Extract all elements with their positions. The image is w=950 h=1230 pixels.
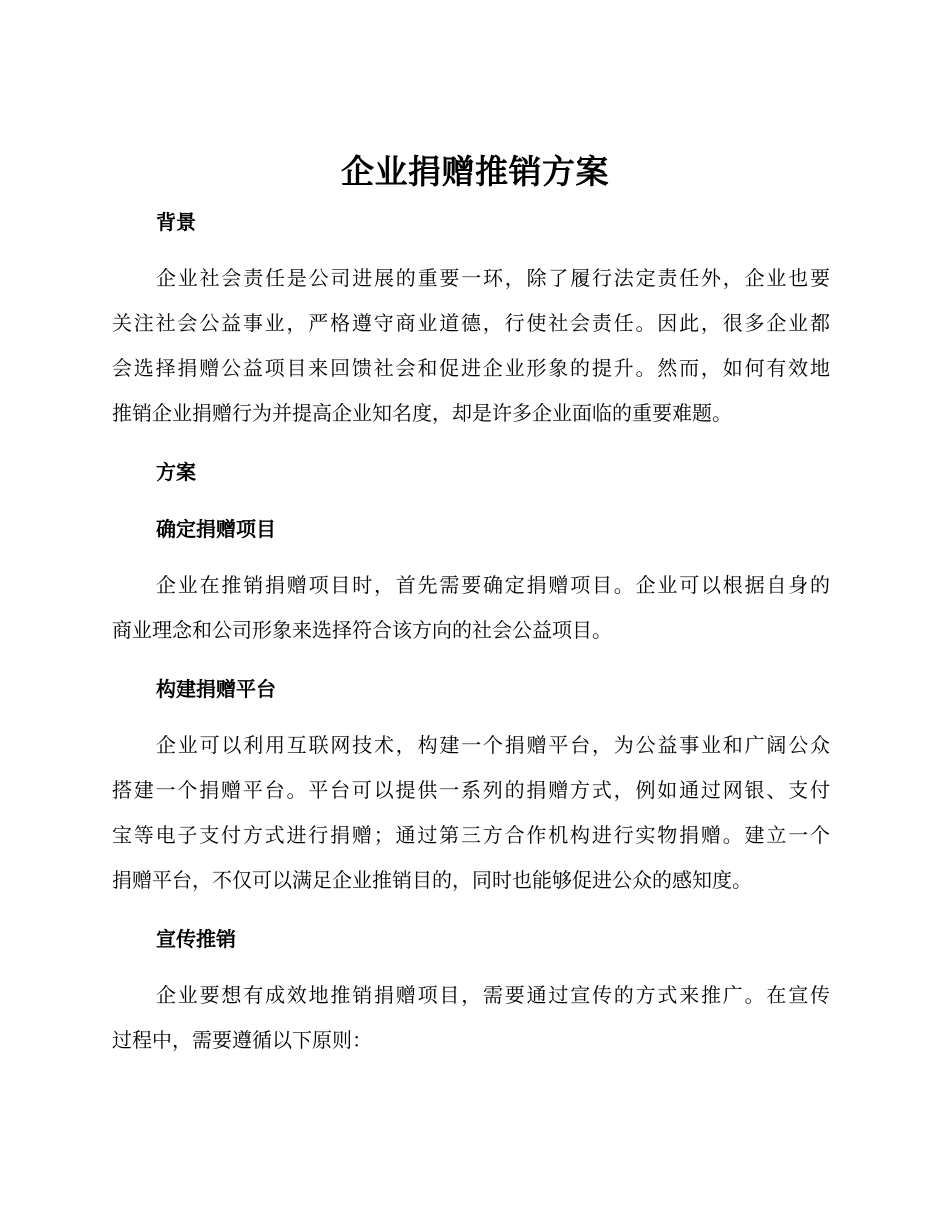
paragraph-line: 捐赠平台，不仅可以满足企业推销目的，同时也能够促进公众的感知度。 <box>112 868 752 892</box>
section-heading-platform: 构建捐赠平台 <box>156 677 276 701</box>
paragraph-background <box>112 256 830 436</box>
paragraph-project <box>112 563 830 653</box>
paragraph-line: 企业在推销捐赠项目时，首先需要确定捐赠项目。企业可以根据自身的 <box>156 573 830 597</box>
section-heading-project: 确定捐赠项目 <box>156 517 276 541</box>
section-heading-plan: 方案 <box>156 460 196 484</box>
paragraph-line: 搭建一个捐赠平台。平台可以提供一系列的捐赠方式，例如通过网银、支付 <box>112 778 830 802</box>
paragraph-line: 企业社会责任是公司进展的重要一环，除了履行法定责任外，企业也要 <box>156 266 830 290</box>
paragraph-line: 会选择捐赠公益项目来回馈社会和促进企业形象的提升。然而，如何有效地 <box>112 356 830 380</box>
paragraph-line: 商业理念和公司形象来选择符合该方向的社会公益项目。 <box>112 618 612 642</box>
paragraph-line: 宝等电子支付方式进行捐赠；通过第三方合作机构进行实物捐赠。建立一个 <box>112 823 830 847</box>
paragraph-line: 关注社会公益事业，严格遵守商业道德，行使社会责任。因此，很多企业都 <box>112 311 830 335</box>
paragraph-line: 推销企业捐赠行为并提高企业知名度，却是许多企业面临的重要难题。 <box>112 401 732 425</box>
paragraph-line: 过程中，需要遵循以下原则： <box>112 1028 372 1052</box>
paragraph-line: 企业要想有成效地推销捐赠项目，需要通过宣传的方式来推广。在宣传 <box>156 983 830 1007</box>
paragraph-promotion <box>112 973 830 1063</box>
document-title: 企业捐赠推销方案 <box>341 152 609 191</box>
section-heading-promotion: 宣传推销 <box>156 927 236 951</box>
paragraph-line: 企业可以利用互联网技术，构建一个捐赠平台，为公益事业和广阔公众 <box>156 733 830 757</box>
paragraph-platform <box>112 723 830 903</box>
section-heading-background: 背景 <box>156 210 196 234</box>
